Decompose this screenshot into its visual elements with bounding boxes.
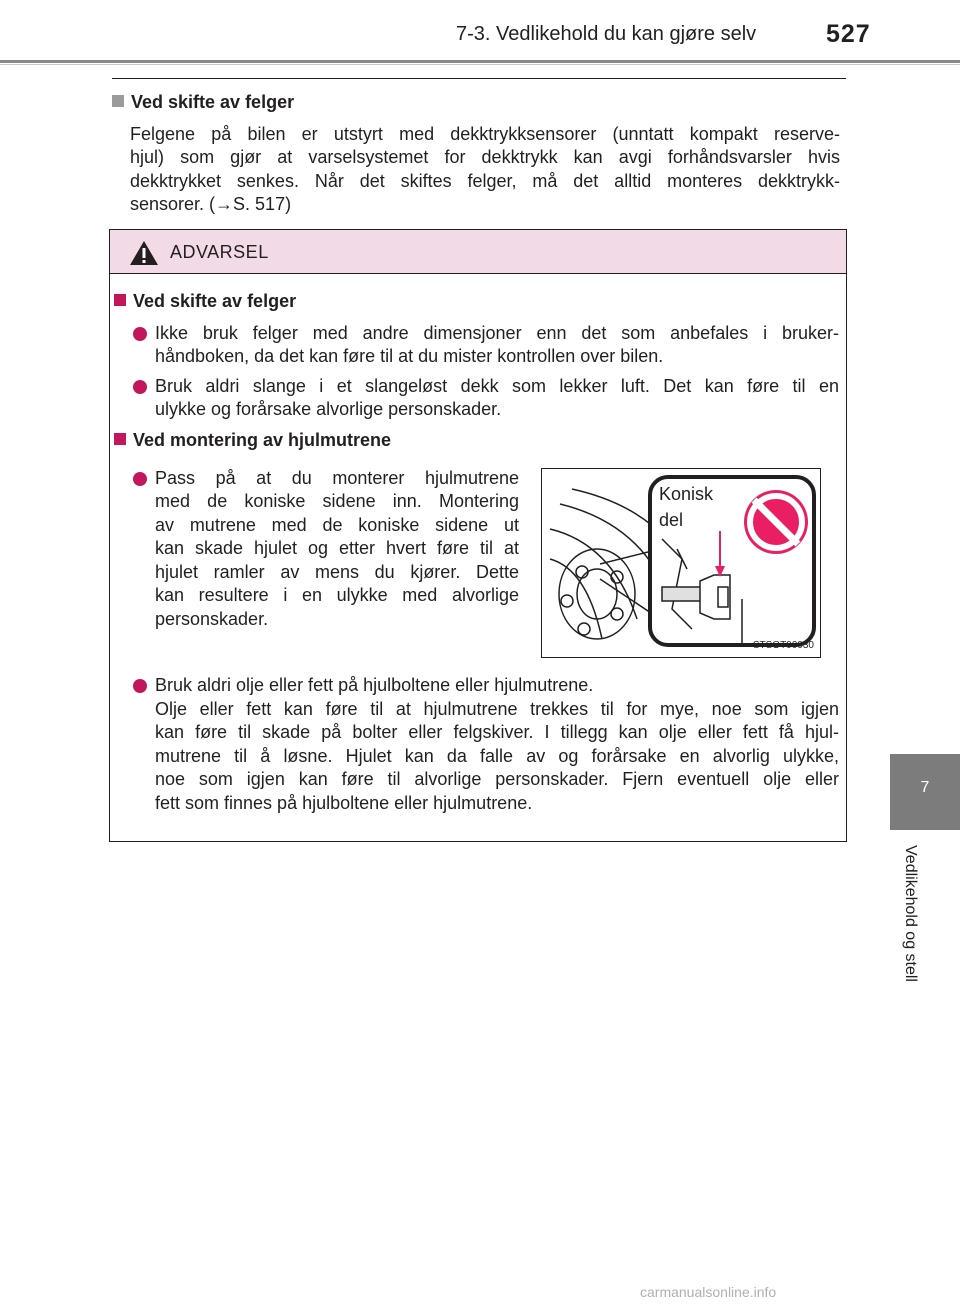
bullet-line: noe som igjen kan føre til alvorlige personskader. Fjern eventuell olje eller xyxy=(155,769,839,789)
watermark: carmanualsonline.info xyxy=(640,1284,777,1300)
bullet-line: kan føre til skade på bolter eller felgskiver. I tillegg kan olje eller fett få hjul- xyxy=(155,722,839,742)
bullet-icon xyxy=(133,380,147,394)
intro-line: hjul) som gjør at varselsystemet for dekktrykk kan avgi forhåndsvarsler hvis xyxy=(130,147,840,167)
conical-label-line2: del xyxy=(659,510,684,530)
warning-heading-rims xyxy=(114,291,296,312)
chapter-number: 7 xyxy=(920,779,930,796)
section-title: 7-3. Vedlikehold du kan gjøre selv xyxy=(456,23,757,45)
chapter-label xyxy=(885,845,925,1025)
bullet-line: ulykke og forårsake alvorlige personskader. xyxy=(155,399,502,419)
warning-heading-text: Ved skifte av felger xyxy=(133,291,297,311)
bullet-line: fett som finnes på hjulboltene eller hjulmutrene. xyxy=(155,793,533,813)
figure-code: STSOT00030 xyxy=(752,640,814,651)
bullet-line: Bruk aldri slange i et slangeløst dekk som lekker luft. Det kan føre til en xyxy=(155,376,839,396)
bullet-line: kan skade hjulet og etter hvert føre til at xyxy=(155,538,519,558)
section-heading xyxy=(112,92,294,113)
square-bullet-icon xyxy=(114,433,126,445)
conical-part-label xyxy=(659,481,713,533)
header-divider-thin xyxy=(0,64,960,65)
warning-triangle-icon xyxy=(129,240,159,266)
section-divider xyxy=(112,78,846,79)
bullet-line: av mutrene med de koniske sidene ut xyxy=(155,515,519,535)
bullet-line: Pass på at du monterer hjulmutrene xyxy=(155,468,519,488)
chapter-label-text: Vedlikehold og stell xyxy=(902,845,919,982)
intro-line: Felgene på bilen er utstyrt med dekktrykksensorer (unntatt kompakt reserve- xyxy=(130,124,840,144)
bullet-icon xyxy=(133,327,147,341)
bullet-line: hjulet ramler av mens du kjører. Dette xyxy=(155,562,519,582)
bullet-line: Bruk aldri olje eller fett på hjulboltene eller hjulmutrene. xyxy=(155,675,594,695)
page-number: 527 xyxy=(826,20,871,48)
bullet-icon xyxy=(133,679,147,693)
square-bullet-icon xyxy=(114,294,126,306)
bullet-icon xyxy=(133,472,147,486)
bullet-line: mutrene til å løsne. Hjulet kan da falle av og forårsake en alvorlig ulykke, xyxy=(155,746,839,766)
warning-label: ADVARSEL xyxy=(170,242,269,262)
bullet-line: kan resultere i en ulykke med alvorlige xyxy=(155,585,519,605)
bullet-line: med de koniske sidene inn. Montering xyxy=(155,491,519,511)
bullet-line: Olje eller fett kan føre til at hjulmutrene trekkes til for mye, noe som igjen xyxy=(155,699,839,719)
conical-label-line1: Konisk xyxy=(659,484,714,504)
warning-header xyxy=(110,230,846,274)
section-heading-text: Ved skifte av felger xyxy=(131,92,295,112)
wheel-nut-illustration xyxy=(541,468,821,658)
bullet-line: Ikke bruk felger med andre dimensjoner enn det som anbefales i bruker- xyxy=(155,323,839,343)
chapter-tab xyxy=(890,754,960,830)
square-bullet-icon xyxy=(112,95,124,107)
warning-heading-text: Ved montering av hjulmutrene xyxy=(133,430,392,450)
bullet-line: håndboken, da det kan føre til at du mister kontrollen over bilen. xyxy=(155,346,664,366)
warning-heading-nuts xyxy=(114,430,391,451)
bullet-line: personskader. xyxy=(155,609,269,629)
intro-line: sensorer. (→S. 517) xyxy=(130,194,292,214)
intro-line: dekktrykket senkes. Når det skiftes felger, må det alltid monteres dekktrykk- xyxy=(130,171,840,191)
header-divider xyxy=(0,60,960,63)
